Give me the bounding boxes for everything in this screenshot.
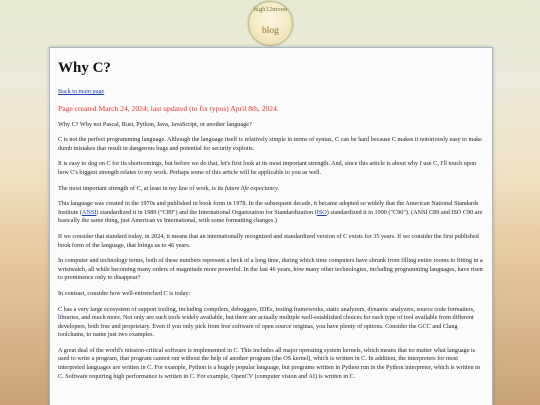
blog-logo[interactable]	[248, 1, 293, 46]
ansi-link[interactable]: ANSI	[81, 208, 97, 216]
back-to-main-link[interactable]: Back to main page	[58, 88, 105, 95]
paragraph-5-b: ) standardized it in 1989 ("C89") and the International Organization for Standardization (	[96, 208, 317, 216]
back-link-paragraph	[58, 88, 484, 97]
page-title: Why C?	[58, 60, 111, 76]
paragraph-5-c: ) standardized it in 1990 ("C90"). (ANSI C89 and ISO C90 are basically the same thing, just American vs International, with some formatting changes.)	[58, 208, 483, 225]
logo-blog-text: blog	[262, 26, 279, 36]
paragraph-1: Why C? Why not Pascal, Rust, Python, Java, JavaScript, or another language?	[58, 120, 252, 128]
logo-tagline: high12moon	[253, 6, 288, 13]
paragraph-6: If we consider that standard today, in 2024, it means that an internationally recognized and standardized version of C exists for 35 years. If we consider the first published book form of the language, that brings us to 46 years.	[58, 232, 479, 249]
iso-link[interactable]: ISO	[316, 208, 327, 216]
paragraph-9: C has a very large ecosystem of support tooling, including compilers, debuggers, IDEs, testing frameworks, static analyzers, dynamic analyzers, source code formatters, libraries, and much more. Not only are such tools widely available, but there are actually multiple well-established choices for each type of tool available from different developers, both free and proprietary. Even if you only pick from free software of open source originas, you have plenty of options. Consider the GCC and Clang toolchains, to name just two examples.	[58, 305, 475, 339]
paragraph-10: A great deal of the world's mission-critical software is implemented in C. This includes all major operating system kernels, which means that no matter what language is used to write a program, that program cannot run without the help of another program (the OS kernel), which is written in C. In addition, the interpreters for most interpreted languages are written in C. For example, Python is a hugely popular language, but programs written in Python run in the Python interpreter, which is written in C. Software requiring high performance is written in C. For example, OpenCV (computer vision and AI) is written in C.	[58, 346, 480, 380]
paragraph-5	[58, 200, 484, 226]
paragraph-4-em: future life expectancy	[224, 184, 278, 192]
paragraph-3-a: It is easy to dog on C for its shortcomings, but before we do that, let's first look at its most important strength. And, since this article is about why	[58, 160, 420, 168]
created-date: Page created March 24, 2024; last updated (to fix typos) April 8th, 2024.	[58, 103, 279, 113]
paragraph-4-a: The most important strength of C, at least in my line of work, is its	[58, 184, 225, 192]
paragraph-3-b: use C, I'll touch upon how C's biggest strength relates to my work. Perhaps some of this article will be applicable to you as well.	[58, 160, 477, 176]
paragraph-7: In computer and technology terms, both of these numbers represent a heck of a long time, during which time computers have shrunk from filling entire rooms to fitting in a wristwatch, all while becoming many orders of magnitude more powerful. In the last 46 years, how many other technologies, including programming languages, have risen to prominence only to disappear?	[58, 257, 483, 282]
paragraph-5-a: This language was created in the 1970s and published in book form in 1978. In the subsequent decade, it became adopted so widely that the American National Standards Institute (	[58, 200, 479, 216]
paragraph-2: C is not the perfect programming language. Although the language itself is relatively simple in terms of syntax, C can be hard because C makes it notoriously easy to make dumb mistakes that result in dangerous bugs and potential for security exploits.	[58, 136, 482, 152]
paragraph-3-em: I	[419, 160, 422, 168]
paragraph-3	[58, 160, 484, 177]
paragraph-8: In contrast, consider how well-entrenched C is today:	[58, 289, 191, 297]
article-content	[50, 60, 492, 381]
paragraph-4	[58, 185, 484, 194]
paragraph-4-b: .	[277, 184, 280, 192]
article-page	[49, 47, 493, 405]
